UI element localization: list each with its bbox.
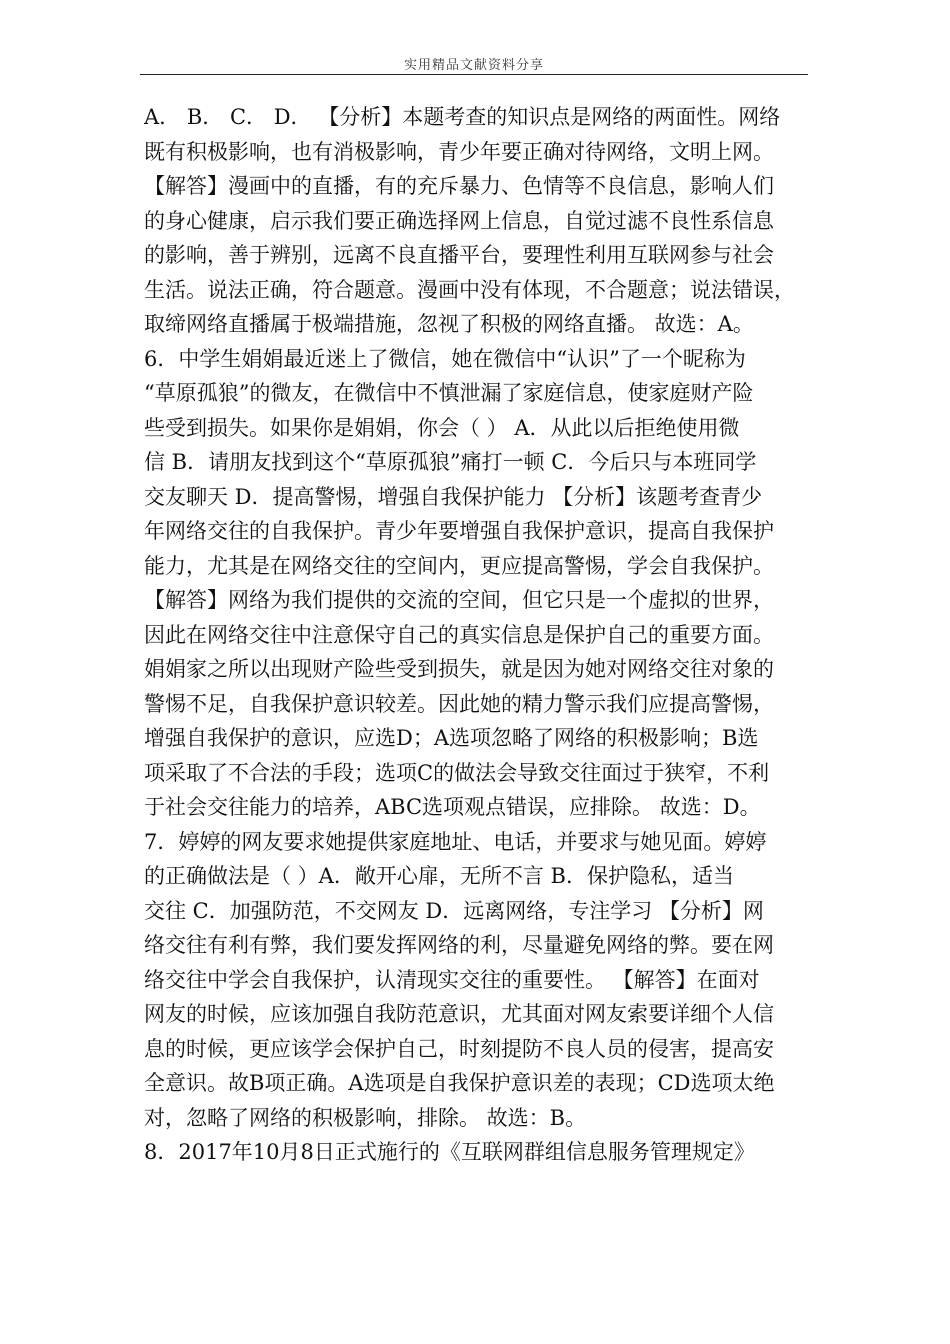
text-line: 年网络交往的自我保护。青少年要增强自我保护意识，提高自我保护 xyxy=(144,519,774,543)
text-line: 8．2017年10月8日正式施行的《互联网群组信息服务管理规定》 xyxy=(144,1140,755,1164)
text-line: 网友的时候，应该加强自我防范意识，尤其面对网友索要详细个人信 xyxy=(144,1002,774,1026)
text-line: 交往 C．加强防范，不交网友 D．远离网络，专注学习 【分析】网 xyxy=(144,898,764,923)
text-line: 7．婷婷的网友要求她提供家庭地址、电话，并要求与她见面。婷婷 xyxy=(144,829,767,854)
text-line: 增强自我保护的意识，应选D；A选项忽略了网络的积极影响；B选 xyxy=(144,726,759,750)
document-body xyxy=(144,100,816,1170)
text-line: 生活。说法正确，符合题意。漫画中没有体现，不合题意；说法错误， xyxy=(144,277,795,302)
text-line: 于社会交往能力的培养，ABC选项观点错误，应排除。 故选：D。 xyxy=(144,795,761,819)
text-line: 因此在网络交往中注意保守自己的真实信息是保护自己的重要方面。 xyxy=(144,622,774,647)
text-line: 【解答】网络为我们提供的交流的空间，但它只是一个虚拟的世界， xyxy=(144,588,774,612)
text-line: 既有积极影响，也有消极影响，青少年要正确对待网络，文明上网。 xyxy=(144,139,774,164)
text-line: 息的时候，更应该学会保护自己，时刻提防不良人员的侵害，提高安 xyxy=(144,1036,774,1061)
page-header xyxy=(140,54,808,75)
text-line: 络交往中学会自我保护，认清现实交往的重要性。 【解答】在面对 xyxy=(144,967,760,992)
text-line: 【解答】漫画中的直播，有的充斥暴力、色情等不良信息，影响人们 xyxy=(144,174,774,198)
text-line: 的影响，善于辨别，远离不良直播平台，要理性利用互联网参与社会 xyxy=(144,243,774,267)
text-line: “草原孤狼”的微友，在微信中不慎泄漏了家庭信息，使家庭财产险 xyxy=(144,381,754,405)
text-line: 警惕不足，自我保护意识较差。因此她的精力警示我们应提高警惕， xyxy=(144,691,774,716)
text-line: 全意识。故B项正确。A选项是自我保护意识差的表现；CD选项太绝 xyxy=(144,1071,775,1095)
text-line: 些受到损失。如果你是娟娟，你会（ ） A．从此以后拒绝使用微 xyxy=(144,415,740,440)
text-line: 取缔网络直播属于极端措施，忽视了积极的网络直播。 故选：A。 xyxy=(144,312,754,336)
text-line: 对，忽略了网络的积极影响，排除。 故选：B。 xyxy=(144,1105,587,1130)
text-line: 交友聊天 D．提高警惕，增强自我保护能力 【分析】该题考查青少 xyxy=(144,484,763,509)
text-line: 的身心健康，启示我们要正确选择网上信息，自觉过滤不良性系信息 xyxy=(144,208,774,233)
text-line: 6．中学生娟娟最近迷上了微信，她在微信中“认识”了一个昵称为 xyxy=(144,346,746,371)
text-line: 信 B．请朋友找到这个“草原孤狼”痛打一顿 C．今后只与本班同学 xyxy=(144,450,757,474)
header-title: 实用精品文献资料分享 xyxy=(403,58,544,73)
text-line: 娟娟家之所以出现财产险些受到损失，就是因为她对网络交往对象的 xyxy=(144,657,774,681)
text-line: 能力，尤其是在网络交往的空间内，更应提高警惕，学会自我保护。 xyxy=(144,553,774,578)
text-line: 络交往有利有弊，我们要发挥网络的利，尽量避免网络的弊。要在网 xyxy=(144,933,774,957)
text-line: 的正确做法是（ ）A．敞开心扉，无所不言 B．保护隐私，适当 xyxy=(144,864,734,888)
text-line: 项采取了不合法的手段；选项C的做法会导致交往面过于狭窄，不利 xyxy=(144,760,770,785)
text-line: A． B． C． D． 【分析】本题考查的知识点是网络的两面性。网络 xyxy=(144,105,781,129)
